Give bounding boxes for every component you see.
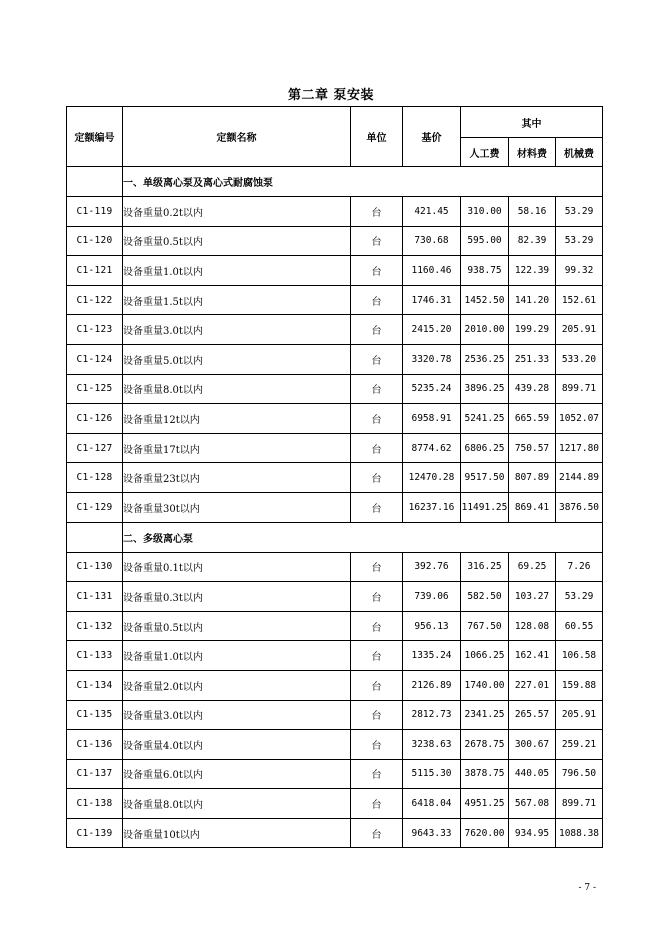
quota-name-cell: 设备重量2.0t以内 (123, 670, 351, 700)
chapter-title: 第二章 泵安装 (287, 88, 375, 103)
material-cost-cell: 440.05 (509, 759, 556, 789)
section-empty-cell (67, 167, 123, 197)
table-row (67, 344, 603, 374)
machine-cost-cell: 53.29 (556, 197, 603, 227)
unit-cell: 台 (351, 463, 403, 493)
unit-cell: 台 (351, 730, 403, 760)
quota-name-cell: 设备重量5.0t以内 (123, 344, 351, 374)
base-price-cell: 2415.20 (403, 315, 461, 345)
unit-cell: 台 (351, 492, 403, 522)
base-price-cell: 1160.46 (403, 256, 461, 286)
unit-cell: 台 (351, 404, 403, 434)
table-row (67, 433, 603, 463)
section-row (67, 167, 603, 197)
header-name: 定额名称 (123, 107, 351, 167)
quota-code-cell: C1-137 (67, 759, 123, 789)
section-empty-cell (67, 522, 123, 552)
labor-cost-cell: 7620.00 (461, 818, 509, 848)
quota-name-cell: 设备重量8.0t以内 (123, 789, 351, 819)
base-price-cell: 730.68 (403, 226, 461, 256)
material-cost-cell: 69.25 (509, 552, 556, 582)
machine-cost-cell: 205.91 (556, 700, 603, 730)
material-cost-cell: 82.39 (509, 226, 556, 256)
unit-cell: 台 (351, 552, 403, 582)
base-price-cell: 2812.73 (403, 700, 461, 730)
material-cost-cell: 251.33 (509, 344, 556, 374)
material-cost-cell: 934.95 (509, 818, 556, 848)
quota-name-cell: 设备重量0.1t以内 (123, 552, 351, 582)
machine-cost-cell: 899.71 (556, 374, 603, 404)
header-unit: 单位 (351, 107, 403, 167)
page-number: - 7 - (578, 883, 596, 893)
table-row (67, 374, 603, 404)
material-cost-cell: 227.01 (509, 670, 556, 700)
base-price-cell: 1335.24 (403, 641, 461, 671)
quota-code-cell: C1-139 (67, 818, 123, 848)
unit-cell: 台 (351, 582, 403, 612)
machine-cost-cell: 3876.50 (556, 492, 603, 522)
labor-cost-cell: 2678.75 (461, 730, 509, 760)
table-row (67, 641, 603, 671)
unit-cell: 台 (351, 700, 403, 730)
unit-cell: 台 (351, 256, 403, 286)
quota-name-cell: 设备重量1.0t以内 (123, 256, 351, 286)
quota-name-cell: 设备重量23t以内 (123, 463, 351, 493)
quota-name-cell: 设备重量0.2t以内 (123, 197, 351, 227)
unit-cell: 台 (351, 374, 403, 404)
material-cost-cell: 122.39 (509, 256, 556, 286)
quota-name-cell: 设备重量1.0t以内 (123, 641, 351, 671)
quota-name-cell: 设备重量8.0t以内 (123, 374, 351, 404)
unit-cell: 台 (351, 433, 403, 463)
table-row (67, 789, 603, 819)
material-cost-cell: 439.28 (509, 374, 556, 404)
table-row (67, 197, 603, 227)
quota-code-cell: C1-121 (67, 256, 123, 286)
section-title: 一、单级离心泵及离心式耐腐蚀泵 (123, 167, 603, 197)
material-cost-cell: 199.29 (509, 315, 556, 345)
header-of-which: 其中 (461, 107, 603, 138)
quota-name-cell: 设备重量6.0t以内 (123, 759, 351, 789)
unit-cell: 台 (351, 285, 403, 315)
header-machine: 机械费 (556, 138, 603, 167)
header-code: 定额编号 (67, 107, 123, 167)
base-price-cell: 956.13 (403, 611, 461, 641)
section-row (67, 522, 603, 552)
machine-cost-cell: 259.21 (556, 730, 603, 760)
material-cost-cell: 300.67 (509, 730, 556, 760)
table-row (67, 256, 603, 286)
material-cost-cell: 750.57 (509, 433, 556, 463)
quota-name-cell: 设备重量1.5t以内 (123, 285, 351, 315)
quota-name-cell: 设备重量3.0t以内 (123, 315, 351, 345)
unit-cell: 台 (351, 759, 403, 789)
machine-cost-cell: 205.91 (556, 315, 603, 345)
material-cost-cell: 807.89 (509, 463, 556, 493)
machine-cost-cell: 2144.89 (556, 463, 603, 493)
machine-cost-cell: 53.29 (556, 582, 603, 612)
unit-cell: 台 (351, 344, 403, 374)
quota-code-cell: C1-133 (67, 641, 123, 671)
machine-cost-cell: 60.55 (556, 611, 603, 641)
labor-cost-cell: 5241.25 (461, 404, 509, 434)
machine-cost-cell: 99.32 (556, 256, 603, 286)
table-row (67, 759, 603, 789)
machine-cost-cell: 152.61 (556, 285, 603, 315)
material-cost-cell: 162.41 (509, 641, 556, 671)
unit-cell: 台 (351, 641, 403, 671)
labor-cost-cell: 595.00 (461, 226, 509, 256)
labor-cost-cell: 4951.25 (461, 789, 509, 819)
base-price-cell: 1746.31 (403, 285, 461, 315)
labor-cost-cell: 3896.25 (461, 374, 509, 404)
material-cost-cell: 567.08 (509, 789, 556, 819)
quota-code-cell: C1-129 (67, 492, 123, 522)
machine-cost-cell: 796.50 (556, 759, 603, 789)
base-price-cell: 8774.62 (403, 433, 461, 463)
machine-cost-cell: 1217.80 (556, 433, 603, 463)
base-price-cell: 5115.30 (403, 759, 461, 789)
quota-code-cell: C1-128 (67, 463, 123, 493)
quota-name-cell: 设备重量0.5t以内 (123, 611, 351, 641)
quota-code-cell: C1-123 (67, 315, 123, 345)
quota-code-cell: C1-127 (67, 433, 123, 463)
table-row (67, 315, 603, 345)
table-row (67, 226, 603, 256)
machine-cost-cell: 53.29 (556, 226, 603, 256)
labor-cost-cell: 1740.00 (461, 670, 509, 700)
base-price-cell: 6418.04 (403, 789, 461, 819)
unit-cell: 台 (351, 315, 403, 345)
labor-cost-cell: 1066.25 (461, 641, 509, 671)
material-cost-cell: 58.16 (509, 197, 556, 227)
labor-cost-cell: 6806.25 (461, 433, 509, 463)
machine-cost-cell: 159.88 (556, 670, 603, 700)
material-cost-cell: 869.41 (509, 492, 556, 522)
base-price-cell: 421.45 (403, 197, 461, 227)
material-cost-cell: 103.27 (509, 582, 556, 612)
base-price-cell: 392.76 (403, 552, 461, 582)
table-row (67, 492, 603, 522)
table-body (67, 167, 603, 848)
base-price-cell: 5235.24 (403, 374, 461, 404)
machine-cost-cell: 533.20 (556, 344, 603, 374)
labor-cost-cell: 316.25 (461, 552, 509, 582)
quota-name-cell: 设备重量12t以内 (123, 404, 351, 434)
quota-code-cell: C1-122 (67, 285, 123, 315)
base-price-cell: 12470.28 (403, 463, 461, 493)
material-cost-cell: 265.57 (509, 700, 556, 730)
quota-name-cell: 设备重量3.0t以内 (123, 700, 351, 730)
labor-cost-cell: 3878.75 (461, 759, 509, 789)
quota-code-cell: C1-130 (67, 552, 123, 582)
quota-code-cell: C1-120 (67, 226, 123, 256)
machine-cost-cell: 106.58 (556, 641, 603, 671)
header-base-price: 基价 (403, 107, 461, 167)
machine-cost-cell: 899.71 (556, 789, 603, 819)
unit-cell: 台 (351, 611, 403, 641)
table-row (67, 463, 603, 493)
quota-code-cell: C1-125 (67, 374, 123, 404)
labor-cost-cell: 11491.25 (461, 492, 509, 522)
base-price-cell: 9643.33 (403, 818, 461, 848)
table-row (67, 285, 603, 315)
base-price-cell: 2126.89 (403, 670, 461, 700)
machine-cost-cell: 1088.38 (556, 818, 603, 848)
unit-cell: 台 (351, 818, 403, 848)
section-title: 二、多级离心泵 (123, 522, 603, 552)
quota-name-cell: 设备重量0.5t以内 (123, 226, 351, 256)
machine-cost-cell: 1052.07 (556, 404, 603, 434)
material-cost-cell: 128.08 (509, 611, 556, 641)
base-price-cell: 6958.91 (403, 404, 461, 434)
labor-cost-cell: 2536.25 (461, 344, 509, 374)
labor-cost-cell: 2341.25 (461, 700, 509, 730)
unit-cell: 台 (351, 789, 403, 819)
quota-name-cell: 设备重量17t以内 (123, 433, 351, 463)
table-row (67, 552, 603, 582)
quota-code-cell: C1-126 (67, 404, 123, 434)
material-cost-cell: 665.59 (509, 404, 556, 434)
table-row (67, 700, 603, 730)
base-price-cell: 3238.63 (403, 730, 461, 760)
base-price-cell: 739.06 (403, 582, 461, 612)
table-row (67, 404, 603, 434)
quota-name-cell: 设备重量4.0t以内 (123, 730, 351, 760)
base-price-cell: 16237.16 (403, 492, 461, 522)
quota-name-cell: 设备重量10t以内 (123, 818, 351, 848)
header-material: 材料费 (509, 138, 556, 167)
quota-name-cell: 设备重量0.3t以内 (123, 582, 351, 612)
labor-cost-cell: 582.50 (461, 582, 509, 612)
labor-cost-cell: 2010.00 (461, 315, 509, 345)
labor-cost-cell: 938.75 (461, 256, 509, 286)
machine-cost-cell: 7.26 (556, 552, 603, 582)
quota-table (66, 106, 603, 848)
base-price-cell: 3320.78 (403, 344, 461, 374)
unit-cell: 台 (351, 670, 403, 700)
table-row (67, 582, 603, 612)
quota-code-cell: C1-132 (67, 611, 123, 641)
quota-code-cell: C1-124 (67, 344, 123, 374)
header-labor: 人工费 (461, 138, 509, 167)
table-row (67, 670, 603, 700)
labor-cost-cell: 9517.50 (461, 463, 509, 493)
quota-name-cell: 设备重量30t以内 (123, 492, 351, 522)
quota-code-cell: C1-119 (67, 197, 123, 227)
quota-code-cell: C1-136 (67, 730, 123, 760)
table-row (67, 730, 603, 760)
quota-code-cell: C1-135 (67, 700, 123, 730)
quota-code-cell: C1-134 (67, 670, 123, 700)
labor-cost-cell: 310.00 (461, 197, 509, 227)
unit-cell: 台 (351, 197, 403, 227)
labor-cost-cell: 767.50 (461, 611, 509, 641)
labor-cost-cell: 1452.50 (461, 285, 509, 315)
unit-cell: 台 (351, 226, 403, 256)
table-row (67, 611, 603, 641)
quota-code-cell: C1-131 (67, 582, 123, 612)
material-cost-cell: 141.20 (509, 285, 556, 315)
table-row (67, 818, 603, 848)
quota-code-cell: C1-138 (67, 789, 123, 819)
